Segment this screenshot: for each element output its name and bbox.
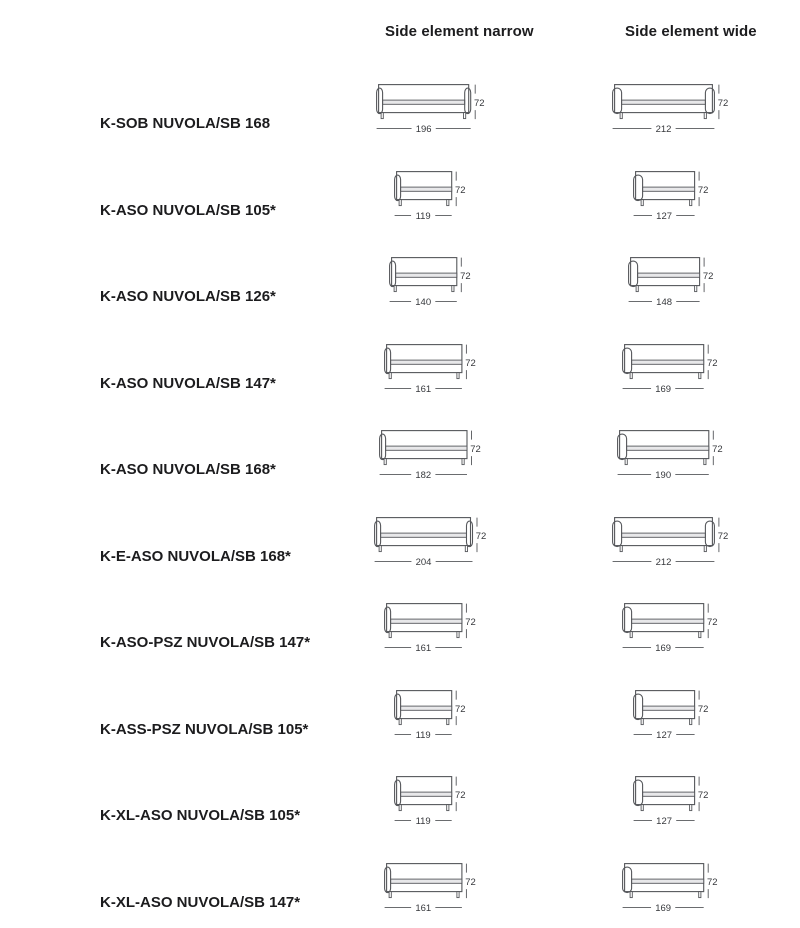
sofa-seat-band (642, 187, 694, 191)
sofa-seat-band (642, 792, 694, 796)
sofa-seat-band (627, 446, 709, 450)
width-dimension-value: 119 (416, 729, 432, 741)
sofa-leg-left (631, 632, 633, 638)
model-row (0, 664, 800, 751)
sofa-drawing (622, 863, 722, 914)
sofa-body (625, 344, 704, 372)
sofa-leg-left (620, 545, 622, 551)
sofa-leg-left (395, 286, 397, 292)
model-row (0, 837, 800, 924)
sofa-leg-right (462, 459, 464, 465)
model-row (0, 145, 800, 232)
sofa-body (625, 863, 704, 891)
sofa-drawing (633, 690, 713, 741)
height-dimension-value: 72 (697, 703, 708, 715)
sofa-leg-right (689, 199, 691, 205)
sofa-seat-band (401, 187, 452, 191)
sofa-drawing (379, 430, 485, 481)
sofa-leg-right (704, 113, 706, 119)
sofa-seat-band (381, 533, 467, 537)
sofa-leg-right (447, 718, 449, 724)
model-name: K-SOB NUVOLA/SB 168 (100, 115, 271, 132)
cell-narrow (310, 664, 555, 751)
sofa-leg-left (641, 805, 643, 811)
width-dimension-value: 190 (655, 470, 672, 481)
sofa-drawing (374, 517, 491, 568)
sofa-body (397, 171, 452, 199)
sofa-body (635, 171, 694, 199)
cell-narrow (310, 318, 555, 405)
cell-wide (555, 145, 790, 232)
width-dimension-value: 119 (416, 816, 432, 827)
cell-wide (555, 404, 790, 491)
sofa-leg-right (447, 805, 449, 811)
sofa-leg-left (620, 113, 622, 119)
sofa-seat-band (632, 360, 704, 364)
sofa-seat-band (386, 446, 467, 450)
model-name: K-ASS-PSZ NUVOLA/SB 105* (100, 720, 309, 738)
height-dimension-value: 72 (697, 790, 708, 802)
model-name: K-ASO NUVOLA/SB 126* (100, 288, 276, 305)
height-dimension-value: 72 (707, 617, 719, 629)
sofa-drawing (633, 776, 713, 827)
sofa-body (635, 690, 694, 718)
sofa-body (630, 258, 699, 286)
width-dimension-value: 119 (416, 210, 432, 222)
sofa-seat-band (391, 360, 462, 364)
height-dimension-value: 72 (465, 617, 477, 629)
height-dimension-value: 72 (707, 876, 719, 888)
cell-wide (555, 491, 790, 578)
model-row (0, 404, 800, 491)
sofa-body (392, 258, 457, 286)
cell-narrow (310, 404, 555, 491)
cell-narrow (310, 577, 555, 664)
sofa-seat-band (401, 792, 452, 796)
sofa-seat-band (391, 879, 462, 883)
height-dimension-value: 72 (697, 184, 708, 196)
model-row (0, 577, 800, 664)
model-name: K-XL-ASO NUVOLA/SB 105* (100, 807, 301, 824)
width-dimension-value: 127 (655, 210, 672, 222)
column-header-narrow: Side element narrow (385, 23, 534, 40)
sofa-leg-left (641, 718, 643, 724)
model-name: K-ASO NUVOLA/SB 147* (100, 374, 276, 392)
width-dimension-value: 196 (415, 124, 432, 135)
model-row (0, 318, 800, 405)
height-dimension-value: 72 (702, 271, 713, 283)
width-dimension-value: 212 (655, 556, 672, 568)
cell-wide (555, 664, 790, 751)
sofa-seat-band (632, 879, 704, 883)
width-dimension-value: 161 (415, 902, 432, 914)
sofa-leg-right (699, 632, 701, 638)
width-dimension-value: 140 (415, 297, 432, 308)
height-dimension-value: 72 (455, 184, 467, 196)
sofa-drawing (384, 603, 480, 654)
cell-wide (555, 837, 790, 924)
height-dimension-value: 72 (465, 876, 477, 888)
height-dimension-value: 72 (717, 530, 729, 542)
sofa-body (387, 344, 462, 372)
sofa-seat-band (396, 273, 457, 277)
sofa-leg-right (689, 718, 691, 724)
height-dimension-value: 72 (473, 98, 485, 110)
cell-narrow (310, 491, 555, 578)
model-rows (0, 58, 800, 923)
model-row (0, 58, 800, 145)
sofa-drawing (394, 690, 470, 741)
model-row (0, 491, 800, 578)
cell-narrow (310, 231, 555, 318)
sofa-drawing (384, 344, 480, 395)
sofa-leg-left (641, 199, 643, 205)
sofa-leg-left (400, 718, 402, 724)
sofa-body (625, 604, 704, 632)
sofa-leg-right (694, 286, 696, 292)
sofa-leg-left (389, 372, 391, 378)
width-dimension-value: 169 (655, 902, 672, 914)
sofa-seat-band (383, 100, 465, 104)
sofa-body (615, 517, 713, 545)
sofa-seat-band (642, 706, 694, 710)
width-dimension-value: 161 (415, 383, 432, 395)
height-dimension-value: 72 (717, 98, 729, 110)
cell-wide (555, 58, 790, 145)
sofa-body (382, 431, 467, 459)
sofa-drawing (384, 863, 480, 914)
sofa-leg-right (457, 632, 459, 638)
sofa-leg-right (447, 199, 449, 205)
sofa-body (615, 85, 713, 113)
sofa-seat-band (391, 619, 462, 623)
cell-wide (555, 750, 790, 837)
sofa-seat-band (622, 100, 706, 104)
sofa-drawing (389, 257, 475, 308)
model-name: K-ASO-PSZ NUVOLA/SB 147* (100, 634, 311, 651)
width-dimension-value: 161 (415, 643, 432, 654)
sofa-leg-right (463, 113, 465, 119)
column-header-wide: Side element wide (625, 23, 757, 40)
width-dimension-value: 169 (655, 643, 672, 654)
sofa-leg-left (389, 891, 391, 897)
height-dimension-value: 72 (455, 703, 467, 715)
sofa-leg-left (400, 805, 402, 811)
sofa-leg-right (704, 545, 706, 551)
sofa-seat-band (632, 619, 704, 623)
sofa-leg-left (631, 372, 633, 378)
height-dimension-value: 72 (460, 271, 472, 283)
cell-narrow (310, 750, 555, 837)
width-dimension-value: 148 (655, 297, 672, 308)
sofa-body (387, 604, 462, 632)
sofa-body (620, 431, 709, 459)
sofa-leg-left (381, 113, 383, 119)
cell-narrow (310, 837, 555, 924)
sofa-body (397, 777, 452, 805)
sofa-leg-right (452, 286, 454, 292)
width-dimension-value: 182 (415, 470, 432, 481)
height-dimension-value: 72 (712, 444, 724, 456)
sofa-drawing (622, 603, 722, 654)
sofa-leg-left (384, 459, 386, 465)
cell-wide (555, 318, 790, 405)
sofa-leg-right (704, 459, 706, 465)
sofa-leg-right (457, 891, 459, 897)
model-name: K-ASO NUVOLA/SB 168* (100, 461, 276, 478)
sofa-drawing (633, 171, 713, 222)
width-dimension-value: 127 (655, 729, 672, 741)
sofa-seat-band (622, 533, 706, 537)
sofa-leg-right (689, 805, 691, 811)
cell-narrow (310, 58, 555, 145)
height-dimension-value: 72 (455, 790, 467, 802)
model-name: K-ASO NUVOLA/SB 105* (100, 201, 276, 219)
sofa-drawing (394, 171, 470, 222)
sofa-leg-left (400, 199, 402, 205)
cell-wide (555, 231, 790, 318)
sofa-drawing (612, 517, 733, 568)
sofa-body (397, 690, 452, 718)
sofa-drawing (376, 84, 489, 135)
sofa-leg-right (465, 545, 467, 551)
height-dimension-value: 72 (470, 444, 482, 456)
width-dimension-value: 212 (655, 124, 672, 135)
sofa-drawing (628, 257, 718, 308)
width-dimension-value: 204 (415, 556, 432, 568)
cell-wide (555, 577, 790, 664)
sofa-drawing (617, 430, 727, 481)
sofa-body (377, 517, 471, 545)
sofa-seat-band (401, 706, 452, 710)
sofa-leg-left (389, 632, 391, 638)
sofa-body (387, 863, 462, 891)
height-dimension-value: 72 (475, 530, 487, 542)
sofa-drawing (612, 84, 733, 135)
height-dimension-value: 72 (465, 357, 477, 369)
height-dimension-value: 72 (707, 357, 719, 369)
sofa-body (635, 777, 694, 805)
model-name: K-E-ASO NUVOLA/SB 168* (100, 547, 291, 565)
sofa-seat-band (637, 273, 699, 277)
model-name: K-XL-ASO NUVOLA/SB 147* (100, 893, 301, 911)
sofa-leg-left (626, 459, 628, 465)
sofa-body (379, 85, 469, 113)
sofa-leg-left (636, 286, 638, 292)
cell-narrow (310, 145, 555, 232)
sofa-drawing (622, 344, 722, 395)
model-row (0, 231, 800, 318)
sofa-leg-right (699, 372, 701, 378)
sofa-drawing (394, 776, 470, 827)
model-row (0, 750, 800, 837)
sofa-leg-left (631, 891, 633, 897)
sofa-leg-left (379, 545, 381, 551)
sofa-leg-right (457, 372, 459, 378)
sofa-leg-right (699, 891, 701, 897)
width-dimension-value: 127 (655, 816, 672, 827)
width-dimension-value: 169 (655, 383, 672, 395)
